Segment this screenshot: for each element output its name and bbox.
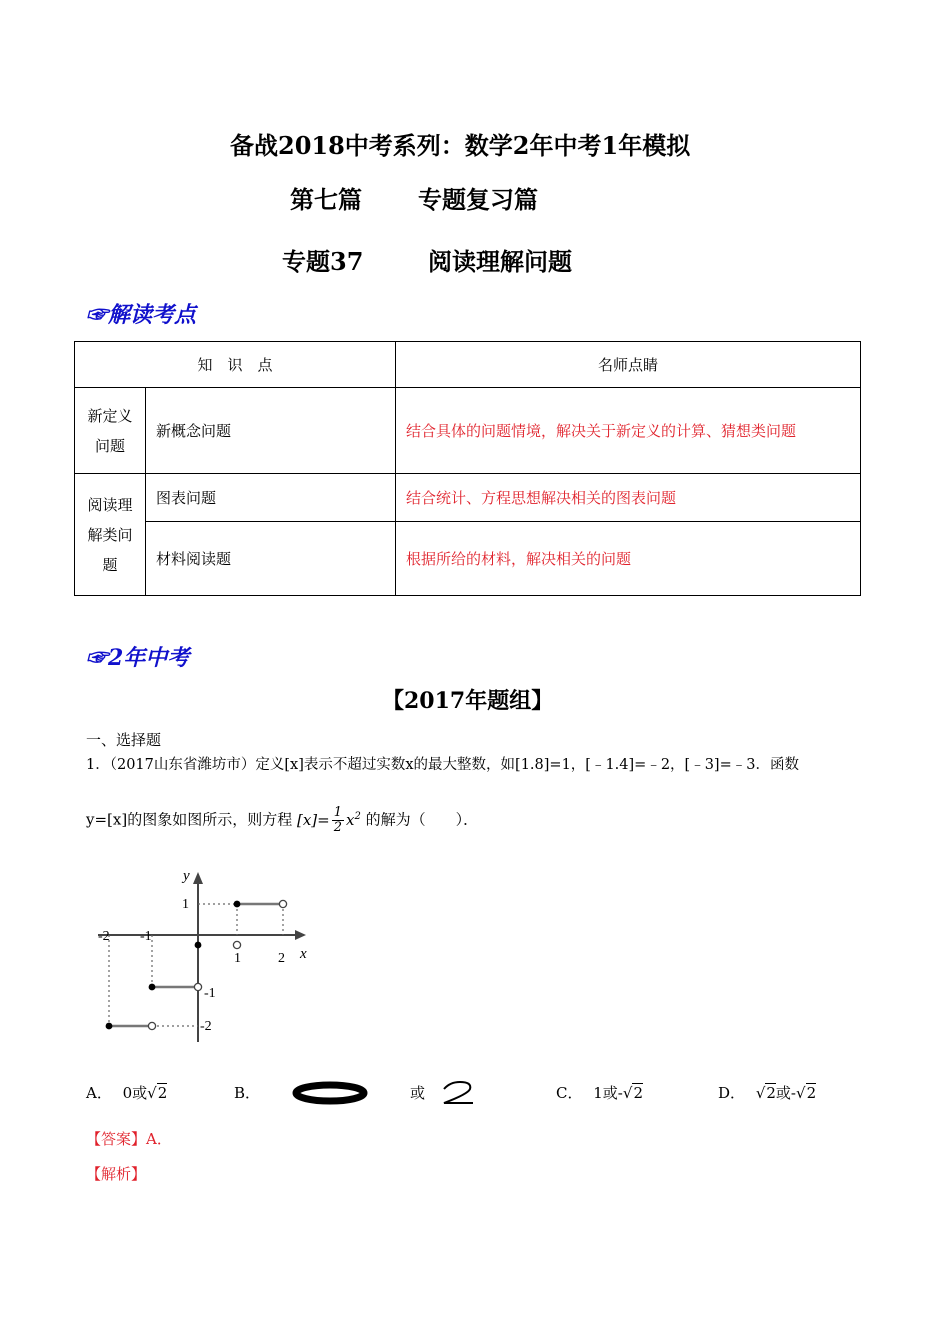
x-axis-arrow [295,930,306,940]
open-point [233,941,240,948]
option-text: 1或- [593,1084,623,1102]
doc-title-topic-name: 阅读理解问题 [428,247,572,276]
open-point [279,900,286,907]
option-c: C． 1或-√2 [556,1084,643,1102]
equation-left: [x]= [297,810,330,829]
y-tick-label: -1 [204,986,216,1001]
table-cell-tip: 结合具体的问题情境，解决关于新定义的计算、猜想类问题 [396,388,861,474]
x-axis-label: x [300,946,307,962]
option-label: C． [556,1084,583,1102]
y-axis-label: y [183,868,190,884]
doc-title-part: 第七篇 [290,185,362,214]
floor-function-graph [90,862,330,1052]
question-1-lead: y=[x]的图象如图所示，则方程 [86,810,293,829]
x-tick-label: 2 [278,951,285,966]
equation-variable: x [346,810,355,829]
closed-point [149,984,156,991]
table-cell-topic: 图表问题 [145,474,395,522]
y-tick-label: 1 [182,897,189,912]
x-tick-label: -2 [98,929,110,944]
option-label: D． [718,1084,746,1102]
y-axis-arrow [193,872,203,884]
table-cell-tip: 根据所给的材料，解决相关的问题 [396,522,861,596]
fraction-denominator: 2 [333,820,343,835]
table-cell-tip: 结合统计、方程思想解决相关的图表问题 [396,474,861,522]
group-title: 【2017年题组】 [382,688,554,714]
radicand: 2 [633,1084,643,1102]
knowledge-table [74,341,861,596]
fraction [332,806,344,835]
option-b [234,1082,260,1103]
analysis-line: 【解析】 [86,1165,147,1183]
option-a: A． 0或√2 [86,1084,168,1102]
doc-title-part-name: 专题复习篇 [418,185,538,214]
table-cell-topic: 新概念问题 [145,388,395,474]
section-heading-label: 2年中考 [108,645,190,671]
section-heading-label: 解读考点 [108,302,197,328]
option-d: D． √2或-√2 [718,1084,817,1102]
option-label: A． [86,1084,112,1102]
answer-line: 【答案】A． [86,1130,172,1148]
equation-exponent: 2 [354,810,361,822]
x-tick-label: 1 [234,951,241,966]
section-heading-two-years [86,641,189,672]
table-header-tips: 名师点睛 [396,342,861,388]
table-header-knowledge: 知 识 点 [75,342,396,388]
x-tick-label: -1 [140,929,152,944]
y-tick-label: -2 [200,1019,212,1034]
question-1-tail: 的解为（ ）． [365,810,479,829]
option-text: 0或 [122,1084,148,1102]
question-type-heading: 一、选择题 [86,731,162,749]
doc-title-topic-number: 专题37 [282,247,364,276]
section-heading-key-points [86,298,196,329]
option-text: 或- [775,1084,796,1102]
question-1-line2 [86,806,478,835]
pointing-hand-icon: ☞ [86,645,109,671]
option-b-mid: 或 [410,1084,426,1102]
radicand: 2 [806,1084,817,1102]
option-b-two-glyph-image [440,1080,476,1106]
fraction-numerator: 1 [333,805,343,820]
closed-point [234,901,241,908]
question-1-line1: 1．（2017山东省潍坊市）定义[x]表示不超过实数x的最大整数，如[1.8]=1，[﹣1.4]=﹣2，[﹣3]=﹣3．函数 [86,757,799,773]
open-point [194,983,201,990]
closed-point [195,942,202,949]
option-b-zero-glyph-image [292,1080,372,1106]
option-label: B． [234,1084,261,1102]
radicand: 2 [766,1084,776,1102]
doc-title-line1: 备战2018中考系列：数学2年中考1年模拟 [230,131,691,160]
table-cell-topic: 材料阅读题 [145,522,395,596]
equation [297,805,366,835]
dashed-guides [109,904,283,1026]
closed-point [106,1023,113,1030]
pointing-hand-icon: ☞ [86,302,109,328]
open-point [148,1022,155,1029]
radicand: 2 [157,1084,168,1102]
table-cell-category: 新定义问题 [75,388,146,474]
table-cell-category: 阅读理解类问题 [75,474,146,596]
